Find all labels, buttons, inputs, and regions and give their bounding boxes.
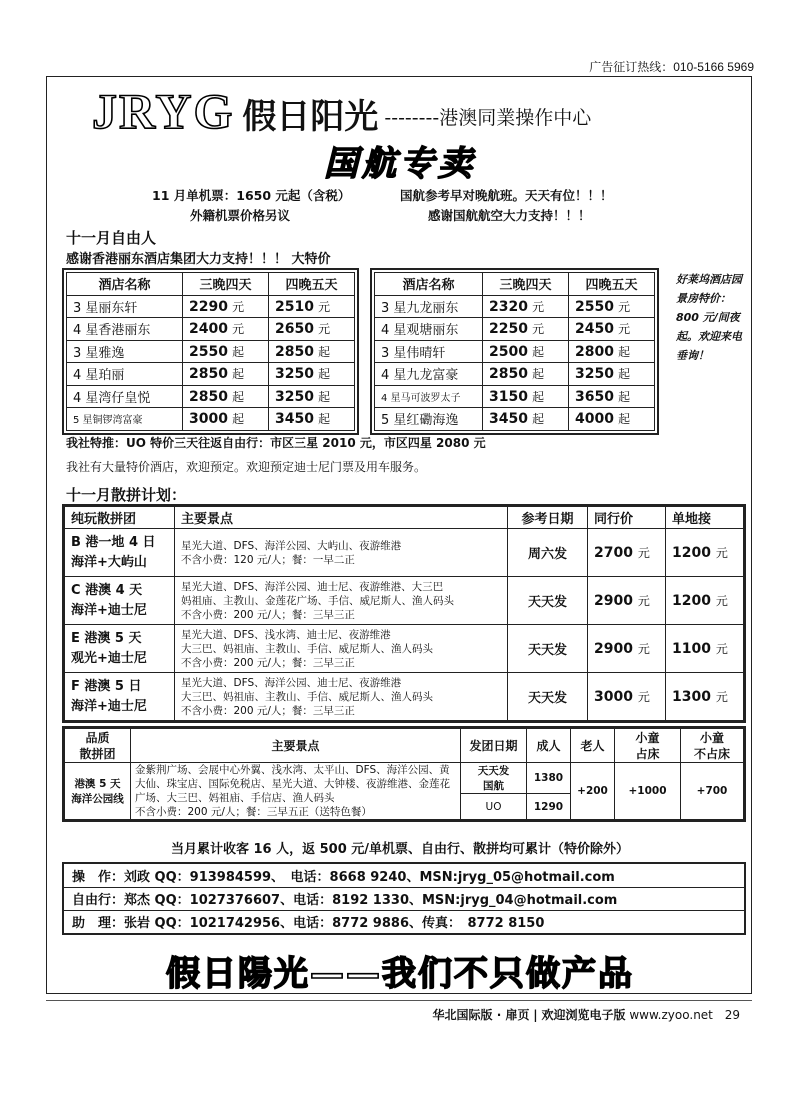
peer-price: 2900 (594, 641, 633, 657)
tour-theme: 海洋+大屿山 (71, 554, 147, 570)
special-offer: 我社特推：UO 特价三天往返自由行：市区三星 2010 元，市区四星 2080 元 (66, 436, 486, 450)
tour-code: E 港澳 5 天 (71, 630, 142, 646)
price-unit: 起 (318, 367, 331, 382)
col-4n5d: 四晚五天 (569, 273, 655, 296)
quality-spots-2: 大仙、珠宝店、国际免税店、星光大道、大钟楼、夜游维港、金莲花 (135, 778, 450, 790)
group-section-title: 十一月散拼计划： (66, 486, 187, 504)
tour-spots: 妈祖庙、主教山、金莲花广场、手信、威尼斯人、渔人码头 (181, 594, 454, 607)
hotels-note: 我社有大量特价酒店，欢迎预定。欢迎预定迪士尼门票及用车服务。 (66, 460, 427, 474)
group-tour-table (62, 504, 746, 723)
price-unit: 起 (232, 412, 245, 427)
peer-price: 3000 (594, 689, 633, 705)
footer-url[interactable]: www.zyoo.net (629, 1008, 713, 1022)
contact-role: 助 理： (72, 916, 125, 932)
hotel-name: 4 星观塘丽东 (375, 318, 483, 341)
price-3n4d: 2500 (489, 343, 528, 360)
col-hotel: 酒店名称 (67, 273, 183, 296)
hotel-row (375, 318, 655, 341)
price-3n4d: 3450 (489, 411, 528, 428)
group-row (65, 529, 744, 577)
price-4n5d: 4000 (575, 411, 614, 428)
price-unit: 起 (232, 389, 245, 404)
tour-date: 周六发 (508, 529, 588, 577)
tour-spots: 不含小费：200 元/人；餐：三早三正 (181, 656, 355, 669)
col-4n5d: 四晚五天 (269, 273, 355, 296)
hotel-name: 3 星丽东轩 (67, 295, 183, 318)
offer-flights: 国航参考早对晚航班。天天有位！！！ (400, 188, 613, 203)
footer-divider (46, 1000, 752, 1001)
hotel-row (375, 295, 655, 318)
tour-spots: 星光大道、DFS、海洋公园、大屿山、夜游维港 (181, 539, 402, 552)
quality-tour-table (62, 726, 746, 822)
col-senior: 老人 (571, 729, 615, 763)
tour-theme: 海洋+迪士尼 (71, 602, 147, 618)
hollywood-hotel-note: 好莱坞酒店园景房特价：800 元/间夜起。欢迎来电垂询！ (676, 273, 742, 362)
price-3n4d: 2400 (189, 321, 228, 338)
hotel-name: 4 星湾仔皇悦 (67, 385, 183, 408)
hotel-row (375, 385, 655, 408)
price-unit: 元 (637, 546, 650, 560)
tour-spots: 不含小费：200 元/人；餐：三早三正 (181, 608, 355, 621)
tour-spots: 大三巴、妈祖庙、主教山、手信、威尼斯人、渔人码头 (181, 690, 433, 703)
tour-spots: 大三巴、妈祖庙、主教山、手信、威尼斯人、渔人码头 (181, 642, 433, 655)
price-4n5d: 3450 (275, 411, 314, 428)
price-4n5d: 2550 (575, 298, 614, 315)
quality-spots-3: 广场、大三巴、妈祖庙、手信店、渔人码头 (135, 792, 335, 804)
price-unit: 起 (618, 367, 631, 382)
hotel-table-right (370, 268, 659, 435)
hotel-row (67, 408, 355, 431)
footer-edition: 华北国际版 · 扉页 (432, 1008, 530, 1022)
contact-table (62, 862, 746, 935)
price-4n5d: 3250 (275, 366, 314, 383)
brand-header (92, 83, 592, 139)
price-unit: 起 (318, 412, 331, 427)
col-child-nobed: 小童 (699, 730, 724, 745)
tour-date: 天天发 (508, 673, 588, 721)
price-unit: 起 (532, 389, 545, 404)
contact-role: 自由行： (72, 893, 125, 908)
quality-spots-4: 不含小费：200 元/人；餐：三早五正（送特色餐） (135, 806, 372, 818)
price-unit: 元 (637, 594, 650, 608)
tour-spots: 星光大道、DFS、海洋公园、迪士尼、夜游维港、大三巴 (181, 580, 444, 593)
col-date: 参考日期 (508, 507, 588, 529)
tour-spots: 星光大道、DFS、浅水湾、迪士尼、夜游维港 (181, 628, 391, 641)
hotel-row (67, 363, 355, 386)
quality-child-nobed: +700 (681, 763, 744, 820)
hotel-name: 4 星香港丽东 (67, 318, 183, 341)
price-unit: 元 (232, 299, 245, 314)
promo-title: 国航专卖 (324, 144, 476, 184)
hotel-name: 4 星珀丽 (67, 363, 183, 386)
hotel-name: 4 星马可波罗太子 (375, 385, 483, 408)
price-unit: 元 (532, 299, 545, 314)
price-unit: 元 (715, 642, 728, 656)
tour-theme: 海洋+迪士尼 (71, 698, 147, 714)
contact-row (64, 887, 744, 910)
quality-child-bed: +1000 (615, 763, 681, 820)
price-unit: 起 (232, 367, 245, 382)
peer-price: 2700 (594, 545, 633, 561)
tour-code: C 港澳 4 天 (71, 582, 143, 598)
free-section-title: 十一月自由人 (66, 229, 157, 247)
group-row (65, 625, 744, 673)
local-price: 1200 (672, 593, 711, 609)
hotel-row (67, 295, 355, 318)
quality-airline-1: 国航 (483, 780, 504, 792)
price-unit: 起 (532, 412, 545, 427)
price-3n4d: 2550 (189, 343, 228, 360)
brand-subtitle: --------港澳同業操作中心 (384, 107, 592, 129)
quality-spots-1: 金紫荆广场、会展中心外翼、浅水湾、太平山、DFS、海洋公园、黄 (135, 764, 450, 776)
price-unit: 起 (532, 367, 545, 382)
price-3n4d: 3000 (189, 411, 228, 428)
contact-info: 刘政 QQ：913984599、 电话：8668 9240、MSN:jryg_05@hotmail.com (124, 869, 615, 885)
col-local: 单地接 (666, 507, 744, 529)
hotel-name: 3 星雅逸 (67, 340, 183, 363)
col-quality-2: 散拼团 (79, 746, 116, 761)
price-4n5d: 2800 (575, 343, 614, 360)
quality-adult-2: 1290 (527, 794, 571, 820)
hotel-row (67, 340, 355, 363)
hotel-name: 3 星伟晴轩 (375, 340, 483, 363)
price-3n4d: 2250 (489, 321, 528, 338)
tour-spots: 星光大道、DFS、海洋公园、迪士尼、夜游维港 (181, 676, 402, 689)
col-child-nobed-2: 不占床 (693, 746, 730, 761)
price-4n5d: 2650 (275, 321, 314, 338)
hotel-row (375, 363, 655, 386)
ad-hotline: 广告征订热线：010-5166 5969 (589, 60, 754, 74)
col-spots: 主要景点 (131, 729, 461, 763)
price-3n4d: 2850 (489, 366, 528, 383)
tour-code: B 港一地 4 日 (71, 534, 156, 550)
hotel-name: 5 星红磡海逸 (375, 408, 483, 431)
quality-date-1: 天天发 (477, 765, 510, 777)
col-price: 同行价 (588, 507, 666, 529)
footer (433, 1006, 740, 1023)
hotel-row (375, 340, 655, 363)
price-3n4d: 3150 (489, 388, 528, 405)
free-section-thanks: 感谢香港丽东酒店集团大力支持！！！ 大特价 (66, 252, 331, 267)
col-quality: 品质 (85, 730, 110, 745)
tour-spots: 不含小费：200 元/人；餐：三早三正 (181, 704, 355, 717)
hotel-name: 4 星九龙富豪 (375, 363, 483, 386)
price-unit: 元 (532, 322, 545, 337)
quality-route: 港澳 5 天 (74, 778, 121, 790)
price-unit: 元 (318, 322, 331, 337)
price-unit: 元 (318, 299, 331, 314)
price-unit: 起 (232, 344, 245, 359)
footer-welcome: 欢迎浏览电子版 (541, 1008, 626, 1022)
col-3n4d: 三晚四天 (483, 273, 569, 296)
slogan: 假日陽光——我们不只做产品 (166, 954, 634, 994)
price-4n5d: 3650 (575, 388, 614, 405)
col-group: 纯玩散拼团 (65, 507, 175, 529)
price-unit: 元 (715, 690, 728, 704)
price-4n5d: 2510 (275, 298, 314, 315)
tour-theme: 观光+迪士尼 (71, 650, 147, 666)
price-unit: 起 (318, 389, 331, 404)
price-4n5d: 2450 (575, 321, 614, 338)
col-3n4d: 三晚四天 (183, 273, 269, 296)
col-spots: 主要景点 (175, 507, 508, 529)
price-4n5d: 3250 (575, 366, 614, 383)
offer-airfare: 11 月单机票：1650 元起（含税） (152, 188, 351, 203)
tour-date: 天天发 (508, 625, 588, 673)
price-3n4d: 2290 (189, 298, 228, 315)
price-unit: 起 (532, 344, 545, 359)
price-unit: 元 (232, 322, 245, 337)
hotel-row (375, 408, 655, 431)
price-unit: 起 (318, 344, 331, 359)
price-unit: 元 (618, 299, 631, 314)
col-adult: 成人 (527, 729, 571, 763)
hotel-row (67, 318, 355, 341)
contact-role: 操 作： (72, 869, 125, 885)
accumulation-note: 当月累计收客 16 人，返 500 元/单机票、自由行、散拼均可累计（特价除外） (170, 842, 630, 857)
group-row (65, 673, 744, 721)
contact-info: 郑杰 QQ：1027376607、电话：8192 1330、MSN:jryg_04@hotmail.com (124, 893, 618, 908)
price-unit: 元 (618, 322, 631, 337)
contact-row (64, 864, 744, 887)
hotel-name: 3 星九龙丽东 (375, 295, 483, 318)
local-price: 1100 (672, 641, 711, 657)
group-row (65, 577, 744, 625)
tour-spots: 不含小费：120 元/人；餐：一早二正 (181, 553, 355, 566)
contact-row (64, 910, 744, 933)
local-price: 1200 (672, 545, 711, 561)
contact-info: 张岩 QQ：1021742956、电话：8772 9886、传真： 8772 8150 (124, 916, 545, 932)
quality-route-2: 海洋公园线 (71, 793, 124, 805)
price-unit: 元 (715, 594, 728, 608)
col-child-bed: 小童 (635, 730, 660, 745)
hotel-name: 5 星铜锣湾富豪 (67, 408, 183, 431)
brand-name: 假日阳光 (242, 96, 379, 137)
local-price: 1300 (672, 689, 711, 705)
hotel-table-left (62, 268, 359, 435)
price-unit: 元 (637, 642, 650, 656)
tour-date: 天天发 (508, 577, 588, 625)
quality-senior: +200 (571, 763, 615, 820)
price-unit: 元 (715, 546, 728, 560)
price-4n5d: 3250 (275, 388, 314, 405)
col-depart: 发团日期 (461, 729, 527, 763)
col-child-bed-2: 占床 (635, 746, 660, 761)
offer-foreign: 外籍机票价格另议 (190, 208, 291, 223)
peer-price: 2900 (594, 593, 633, 609)
brand-logo: JRYG (92, 83, 235, 139)
price-unit: 起 (618, 389, 631, 404)
page-number: 29 (724, 1008, 740, 1022)
price-4n5d: 2850 (275, 343, 314, 360)
price-3n4d: 2320 (489, 298, 528, 315)
offer-thanks: 感谢国航航空大力支持！！！ (428, 208, 591, 223)
hotel-row (67, 385, 355, 408)
quality-date-2: UO (461, 794, 527, 820)
price-unit: 元 (637, 690, 650, 704)
quality-adult-1: 1380 (527, 763, 571, 794)
price-unit: 起 (618, 344, 631, 359)
price-unit: 起 (618, 412, 631, 427)
footer-separator: | (533, 1008, 538, 1022)
tour-code: F 港澳 5 日 (71, 678, 142, 694)
price-3n4d: 2850 (189, 366, 228, 383)
price-3n4d: 2850 (189, 388, 228, 405)
col-hotel: 酒店名称 (375, 273, 483, 296)
